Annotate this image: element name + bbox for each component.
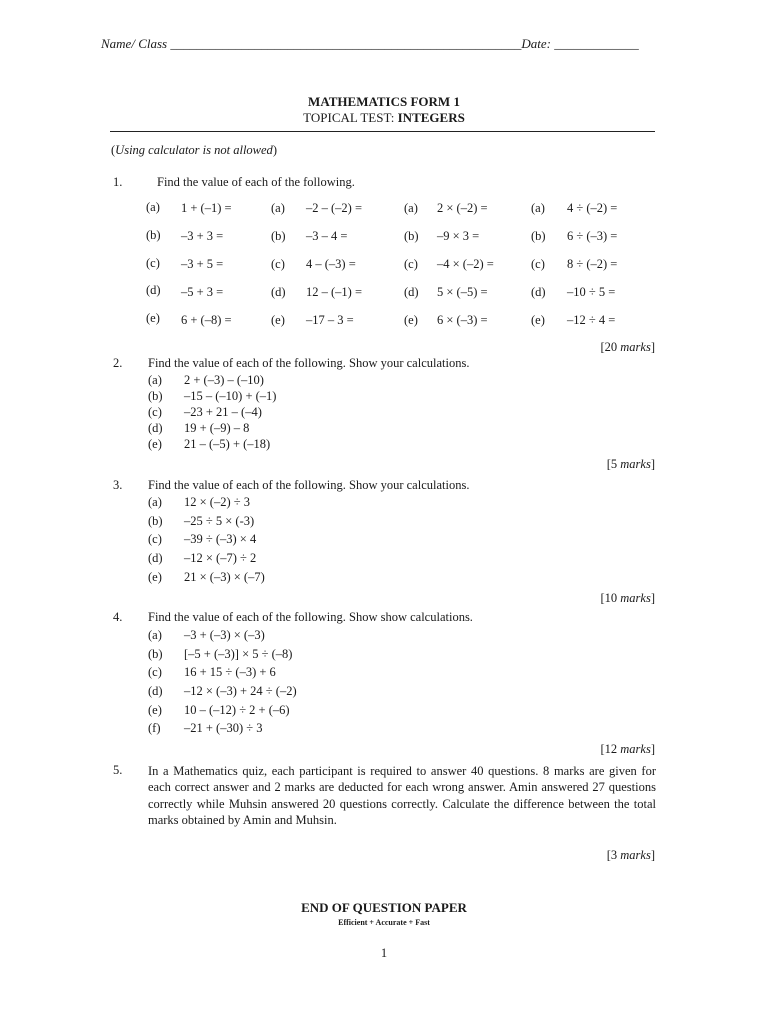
q3-label-b: (b): [148, 514, 163, 528]
subtitle-prefix: TOPICAL TEST:: [303, 110, 398, 125]
q1-col4-expr-b: 6 ÷ (–3) =: [567, 229, 618, 243]
q1-col1-label-c: (c): [146, 256, 160, 270]
q1-col2-expr-e: –17 – 3 =: [306, 313, 354, 327]
q5-number: 5.: [113, 763, 123, 777]
q3-label-a: (a): [148, 495, 162, 509]
q4-label-f: (f): [148, 721, 161, 735]
q1-text: Find the value of each of the following.: [157, 175, 355, 189]
q1-marks-close: ]: [650, 340, 655, 354]
q2-marks-close: ]: [650, 457, 655, 471]
q1-marks: [600, 340, 655, 355]
q2-label-b: (b): [148, 389, 163, 403]
q1-col3-label-e: (e): [404, 313, 418, 327]
subtitle-topic: INTEGERS: [397, 110, 465, 125]
q4-label-a: (a): [148, 628, 162, 642]
title-divider: [110, 131, 655, 132]
instruction: [111, 143, 277, 158]
q1-col3-label-b: (b): [404, 229, 419, 243]
q1-col3-label-a: (a): [404, 201, 418, 215]
q1-number: 1.: [113, 175, 123, 189]
q2-expr-c: –23 + 21 – (–4): [184, 405, 262, 419]
q1-col3-expr-a: 2 × (–2) =: [437, 201, 488, 215]
q1-col3-expr-b: –9 × 3 =: [437, 229, 480, 243]
q1-col4-label-e: (e): [531, 313, 545, 327]
q1-col3-expr-c: –4 × (–2) =: [437, 257, 494, 271]
q1-col1-expr-e: 6 + (–8) =: [181, 313, 232, 327]
q2-marks-open: [5: [606, 457, 621, 471]
q1-col2-label-b: (b): [271, 229, 286, 243]
name-class-label: Name/ Class: [101, 36, 168, 51]
q1-col1-expr-c: –3 + 5 =: [181, 257, 224, 271]
q1-col2-label-e: (e): [271, 313, 285, 327]
q4-label-c: (c): [148, 665, 162, 679]
q2-marks: [607, 457, 655, 472]
q4-expr-b: [–5 + (–3)] × 5 ÷ (–8): [184, 647, 293, 661]
q1-col2-expr-d: 12 – (–1) =: [306, 285, 362, 299]
q3-expr-e: 21 × (–3) × (–7): [184, 570, 265, 584]
date-line: _____________: [554, 36, 639, 51]
q2-number: 2.: [113, 356, 123, 370]
q3-expr-b: –25 ÷ 5 × (-3): [184, 514, 255, 528]
q1-col1-expr-a: 1 + (–1) =: [181, 201, 232, 215]
q2-marks-word: marks: [620, 457, 651, 471]
q1-col4-label-d: (d): [531, 285, 546, 299]
q1-col2-label-c: (c): [271, 257, 285, 271]
q1-col3-label-c: (c): [404, 257, 418, 271]
q2-expr-a: 2 + (–3) – (–10): [184, 373, 264, 387]
q1-col4-label-a: (a): [531, 201, 545, 215]
q1-col1-label-d: (d): [146, 283, 161, 297]
paper-title: MATHEMATICS FORM 1: [308, 94, 460, 109]
instruction-open: (: [111, 143, 116, 157]
q3-number: 3.: [113, 478, 123, 492]
q4-number: 4.: [113, 610, 123, 624]
paper-subtitle: [0, 110, 768, 126]
q1-col4-label-b: (b): [531, 229, 546, 243]
q4-text: Find the value of each of the following. Show show calculations.: [148, 610, 473, 624]
q1-col4-expr-c: 8 ÷ (–2) =: [567, 257, 618, 271]
date-label: Date:: [521, 36, 551, 51]
q3-marks-open: [10: [600, 591, 621, 605]
q4-marks-word: marks: [620, 742, 651, 756]
name-class-field: [101, 36, 639, 52]
q3-expr-d: –12 × (–7) ÷ 2: [184, 551, 257, 565]
motto: Efficient + Accurate + Fast: [338, 918, 430, 927]
q2-expr-d: 19 + (–9) – 8: [184, 421, 250, 435]
q1-col1-expr-b: –3 + 3 =: [181, 229, 224, 243]
q3-label-d: (d): [148, 551, 163, 565]
q2-label-d: (d): [148, 421, 163, 435]
q1-col2-label-a: (a): [271, 201, 285, 215]
q2-label-e: (e): [148, 437, 162, 451]
q1-col1-label-b: (b): [146, 228, 161, 242]
q4-expr-a: –3 + (–3) × (–3): [184, 628, 265, 642]
name-class-line: ______________________________________________________: [170, 36, 522, 51]
q3-marks: [600, 591, 655, 606]
q4-label-b: (b): [148, 647, 163, 661]
q4-expr-e: 10 – (–12) ÷ 2 + (–6): [184, 703, 290, 717]
q5-marks-close: ]: [650, 848, 655, 862]
q4-expr-f: –21 + (–30) ÷ 3: [184, 721, 263, 735]
q5-marks: [607, 848, 655, 863]
q1-col1-expr-d: –5 + 3 =: [181, 285, 224, 299]
q3-label-e: (e): [148, 570, 162, 584]
q2-expr-b: –15 – (–10) + (–1): [184, 389, 277, 403]
q1-marks-word: marks: [620, 340, 651, 354]
end-of-paper: END OF QUESTION PAPER: [301, 900, 467, 915]
instruction-text: Using calculator is not allowed: [115, 143, 273, 157]
q1-col2-expr-a: –2 – (–2) =: [306, 201, 362, 215]
q3-expr-c: –39 ÷ (–3) × 4: [184, 532, 257, 546]
q1-col3-expr-e: 6 × (–3) =: [437, 313, 488, 327]
q4-label-e: (e): [148, 703, 162, 717]
q1-col4-label-c: (c): [531, 257, 545, 271]
q1-col2-expr-c: 4 – (–3) =: [306, 257, 356, 271]
q1-col2-expr-b: –3 – 4 =: [306, 229, 348, 243]
q3-text: Find the value of each of the following. Show your calculations.: [148, 478, 470, 492]
q1-col3-expr-d: 5 × (–5) =: [437, 285, 488, 299]
q3-marks-close: ]: [650, 591, 655, 605]
q3-marks-word: marks: [620, 591, 651, 605]
q1-col1-label-e: (e): [146, 311, 160, 325]
q1-col2-label-d: (d): [271, 285, 286, 299]
instruction-close: ): [272, 143, 277, 157]
q2-label-a: (a): [148, 373, 162, 387]
q4-marks-close: ]: [650, 742, 655, 756]
q4-marks-open: [12: [600, 742, 621, 756]
q2-text: Find the value of each of the following. Show your calculations.: [148, 356, 470, 370]
q1-col4-expr-e: –12 ÷ 4 =: [567, 313, 616, 327]
q1-marks-open: [20: [600, 340, 621, 354]
q4-expr-c: 16 + 15 ÷ (–3) + 6: [184, 665, 276, 679]
q1-col3-label-d: (d): [404, 285, 419, 299]
q4-expr-d: –12 × (–3) + 24 ÷ (–2): [184, 684, 297, 698]
q5-text: In a Mathematics quiz, each participant is required to answer 40 questions. 8 marks are given for each correct answer and 2 marks are deducted for each wrong answer. Amin answered 27 questions correctly while Muhsin answered 20 questions correctly. Calculate the difference between the total marks obtained by Amin and Muhsin.: [148, 764, 656, 827]
q1-col4-expr-a: 4 ÷ (–2) =: [567, 201, 618, 215]
q5-marks-word: marks: [620, 848, 651, 862]
q2-expr-e: 21 – (–5) + (–18): [184, 437, 271, 451]
page-number: 1: [380, 946, 388, 960]
q1-col1-label-a: (a): [146, 200, 160, 214]
q1-col4-expr-d: –10 ÷ 5 =: [567, 285, 616, 299]
q3-expr-a: 12 × (–2) ÷ 3: [184, 495, 250, 509]
q3-label-c: (c): [148, 532, 162, 546]
q4-label-d: (d): [148, 684, 163, 698]
q5-marks-open: [3: [606, 848, 621, 862]
q4-marks: [600, 742, 655, 757]
q2-label-c: (c): [148, 405, 162, 419]
